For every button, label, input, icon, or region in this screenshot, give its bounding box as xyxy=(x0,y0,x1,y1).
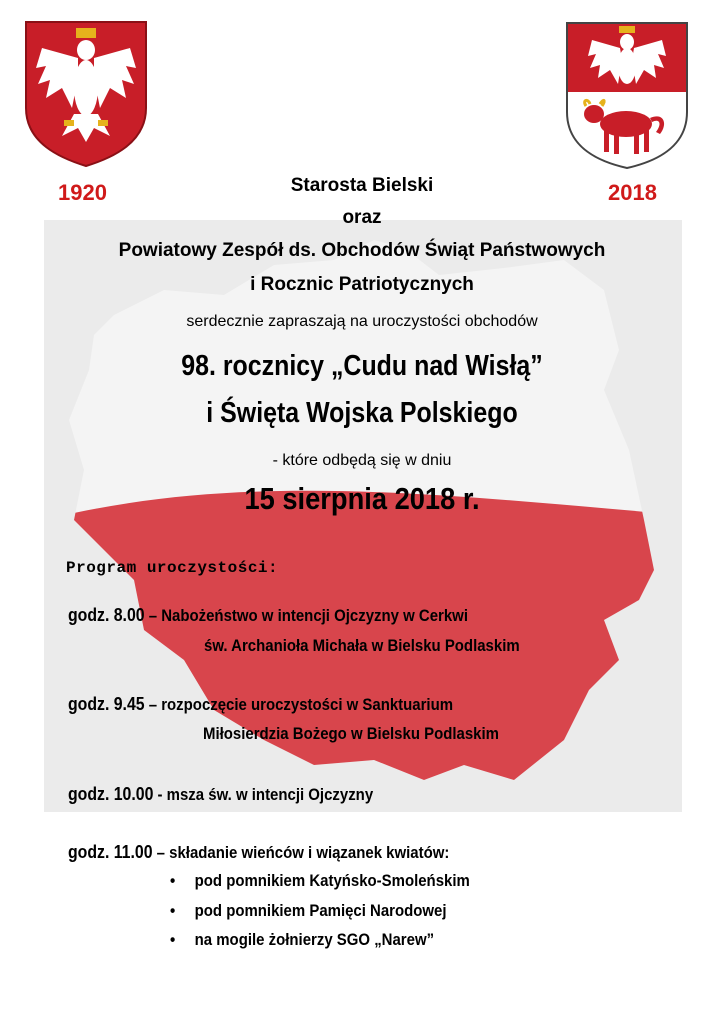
program-item-2 xyxy=(68,694,453,715)
program-item-sep: - xyxy=(153,785,167,804)
program-item-4 xyxy=(68,842,449,863)
bullet-dot-icon: • xyxy=(170,930,176,949)
committee-line-2: i Rocznic Patriotycznych xyxy=(250,274,474,295)
bullet-dot-icon: • xyxy=(170,871,176,890)
conjunction-line: oraz xyxy=(342,207,382,228)
bullet-item xyxy=(170,930,434,950)
program-item-3 xyxy=(68,784,373,805)
program-heading: Program uroczystości: xyxy=(66,559,279,577)
year-left: 1920 xyxy=(58,180,107,205)
program-item-2-cont: Miłosierdzia Bożego w Bielsku Podlaskim xyxy=(203,724,499,743)
organizer-line: Starosta Bielski xyxy=(290,175,434,196)
program-item-sep: – xyxy=(144,606,162,625)
bullet-text: pod pomnikiem Pamięci Narodowej xyxy=(194,901,447,920)
bielsk-county-coat-of-arms-icon xyxy=(564,20,690,170)
program-item-time: godz. 11.00 xyxy=(68,842,153,862)
event-title-line-2: i Święta Wojska Polskiego xyxy=(206,397,518,429)
program-item-text: msza św. w intencji Ojczyzny xyxy=(166,785,374,804)
bullet-item xyxy=(170,901,447,921)
bullet-dot-icon: • xyxy=(170,901,176,920)
bullet-text: na mogile żołnierzy SGO „Narew” xyxy=(194,930,435,949)
polish-eagle-1920-icon xyxy=(22,18,150,168)
program-item-text: rozpoczęcie uroczystości w Sanktuarium xyxy=(161,695,454,714)
committee-line: Powiatowy Zespół ds. Obchodów Świąt Państwowych xyxy=(118,240,606,261)
program-item-time: godz. 9.45 xyxy=(68,694,145,714)
program-item-time: godz. 10.00 xyxy=(68,784,154,804)
bullet-item xyxy=(170,871,470,891)
pre-date-line: - które odbędą się w dniu xyxy=(272,452,452,469)
program-item-time: godz. 8.00 xyxy=(68,605,145,625)
program-item-1 xyxy=(68,605,468,626)
program-item-text: Nabożeństwo w intencji Ojczyzny w Cerkwi xyxy=(161,606,468,625)
program-item-sep: – xyxy=(152,843,170,862)
program-item-sep: – xyxy=(144,695,162,714)
program-item-text: składanie wieńców i wiązanek kwiatów: xyxy=(169,843,450,862)
invitation-line: serdecznie zapraszają na uroczystości obchodów xyxy=(186,313,538,330)
bullet-text: pod pomnikiem Katyńsko-Smoleńskim xyxy=(194,871,470,890)
year-right: 2018 xyxy=(608,180,657,205)
event-title-line-1: 98. rocznicy „Cudu nad Wisłą” xyxy=(181,350,543,382)
event-date: 15 sierpnia 2018 r. xyxy=(244,481,480,516)
program-item-1-cont: św. Archanioła Michała w Bielsku Podlaskim xyxy=(204,636,520,655)
